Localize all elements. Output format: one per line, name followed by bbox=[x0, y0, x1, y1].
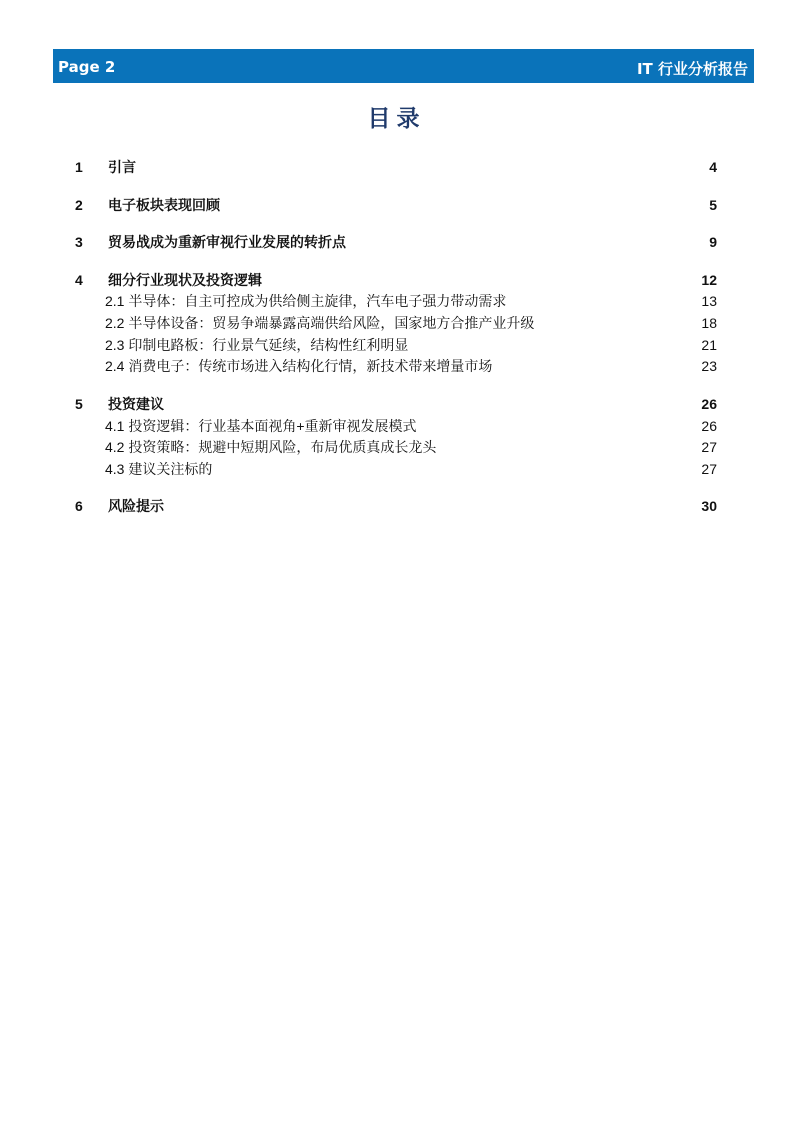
toc-subentry-text: 2.1 半导体：自主可控成为供给侧主旋律，汽车电子强力带动需求 bbox=[105, 293, 507, 309]
toc-subentry-page: 27 bbox=[701, 461, 717, 477]
toc-entry-number: 3 bbox=[75, 234, 83, 250]
toc-entry-page: 5 bbox=[709, 197, 717, 213]
toc-subentry-page: 18 bbox=[701, 315, 717, 331]
toc-entry-page: 12 bbox=[701, 272, 717, 288]
page-header-bar bbox=[53, 49, 754, 83]
toc-entry-page: 26 bbox=[701, 396, 717, 412]
toc-subentry-text: 2.4 消费电子：传统市场进入结构化行情，新技术带来增量市场 bbox=[105, 358, 493, 374]
toc-entry-text: 引言 bbox=[108, 159, 136, 175]
toc-subentry[interactable] bbox=[0, 335, 793, 355]
toc-entry-page: 30 bbox=[701, 498, 717, 514]
page-number-label: Page 2 bbox=[58, 58, 116, 76]
toc-subentry-text: 2.3 印制电路板：行业景气延续，结构性红利明显 bbox=[105, 337, 409, 353]
toc-entry-number: 2 bbox=[75, 197, 83, 213]
toc-entry[interactable] bbox=[0, 157, 793, 177]
toc-subentry[interactable] bbox=[0, 291, 793, 311]
toc-entry[interactable] bbox=[0, 232, 793, 252]
toc-entry-number: 5 bbox=[75, 396, 83, 412]
toc-subentry[interactable] bbox=[0, 437, 793, 457]
toc-subentry-page: 23 bbox=[701, 358, 717, 374]
toc-entry-number: 1 bbox=[75, 159, 83, 175]
toc-subentry-text: 4.2 投资策略：规避中短期风险，布局优质真成长龙头 bbox=[105, 439, 437, 455]
toc-subentry[interactable] bbox=[0, 416, 793, 436]
toc-entry-number: 4 bbox=[75, 272, 83, 288]
toc-title: 目录 bbox=[367, 105, 426, 132]
toc-entry[interactable] bbox=[0, 195, 793, 215]
toc-subentry-page: 13 bbox=[701, 293, 717, 309]
toc-subentry[interactable] bbox=[0, 313, 793, 333]
toc-subentry-page: 27 bbox=[701, 439, 717, 455]
toc-entry-text: 投资建议 bbox=[108, 396, 164, 412]
toc-entry-number: 6 bbox=[75, 498, 83, 514]
toc-entry[interactable] bbox=[0, 496, 793, 516]
toc-subentry-text: 2.2 半导体设备：贸易争端暴露高端供给风险，国家地方合推产业升级 bbox=[105, 315, 535, 331]
toc-entry-page: 9 bbox=[709, 234, 717, 250]
report-type-label: IT 行业分析报告 bbox=[636, 60, 748, 78]
toc-subentry-text: 4.1 投资逻辑：行业基本面视角+重新审视发展模式 bbox=[105, 418, 417, 434]
toc-subentry[interactable] bbox=[0, 356, 793, 376]
toc-subentry-text: 4.3 建议关注标的 bbox=[105, 461, 213, 477]
toc-entry-page: 4 bbox=[709, 159, 717, 175]
toc-entry-text: 贸易战成为重新审视行业发展的转折点 bbox=[108, 234, 346, 250]
toc-entry-text: 细分行业现状及投资逻辑 bbox=[108, 272, 262, 288]
toc-entry[interactable] bbox=[0, 394, 793, 414]
toc-entry-text: 风险提示 bbox=[108, 498, 164, 514]
toc-entry-text: 电子板块表现回顾 bbox=[108, 197, 220, 213]
toc-entry[interactable] bbox=[0, 270, 793, 290]
toc-subentry-page: 26 bbox=[701, 418, 717, 434]
toc-subentry-page: 21 bbox=[701, 337, 717, 353]
toc-subentry[interactable] bbox=[0, 459, 793, 479]
